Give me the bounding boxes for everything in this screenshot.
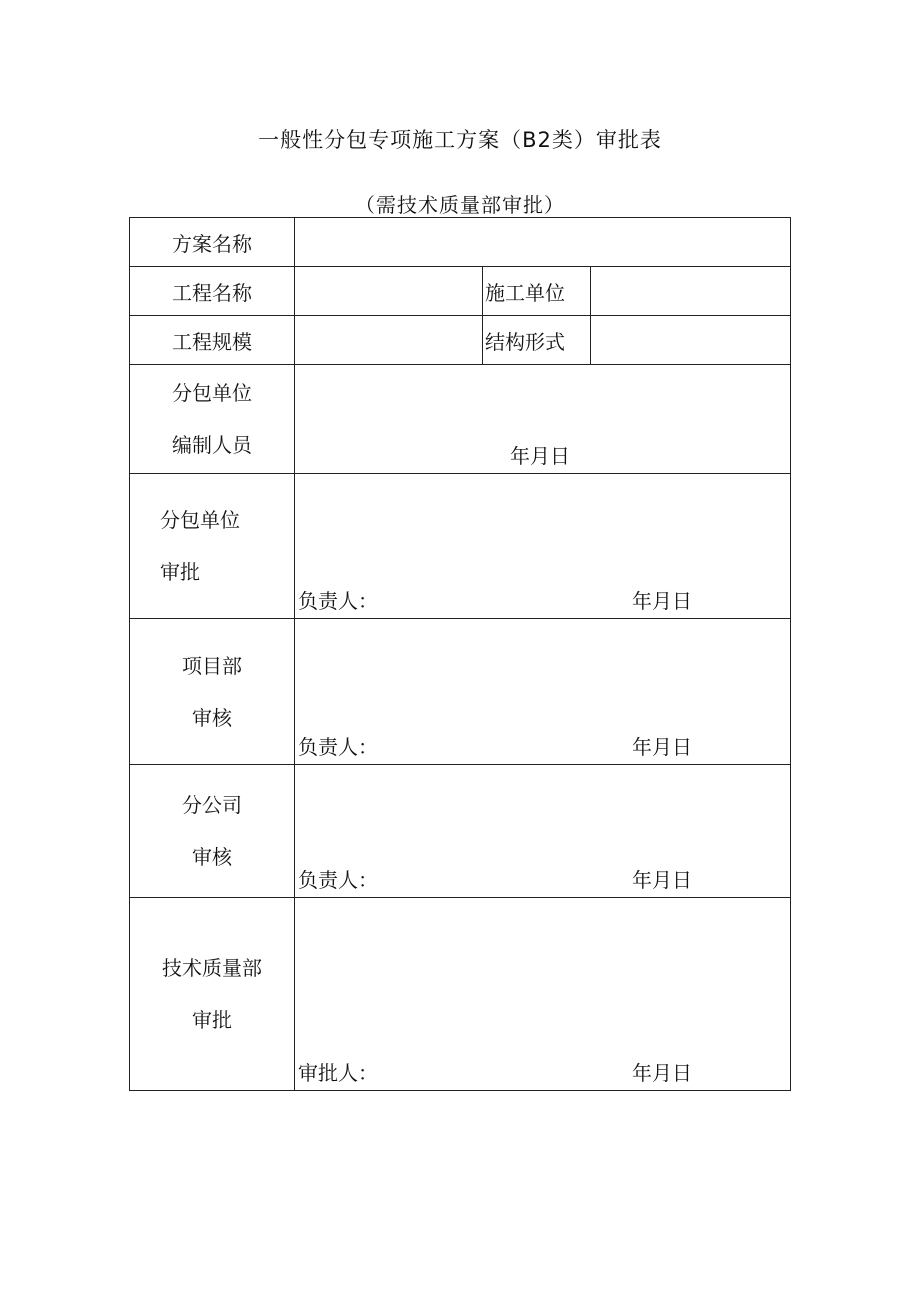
construction-unit-label: 施工单位 xyxy=(483,267,591,316)
project-name-row xyxy=(130,267,791,316)
subcontractor-approval-label-line1: 分包单位 xyxy=(160,508,240,532)
subcontractor-approval-label-line2: 审批 xyxy=(160,560,200,584)
tech-quality-approval-person-label: 审批人： xyxy=(298,1061,378,1085)
construction-unit-field[interactable] xyxy=(591,267,791,316)
project-scale-row xyxy=(130,316,791,365)
subcontractor-preparer-date-label: 年月日 xyxy=(510,444,570,468)
subcontractor-preparer-label xyxy=(130,365,295,474)
document-title: 一般性分包专项施工方案（B2类）审批表 xyxy=(258,128,662,152)
subcontractor-preparer-field[interactable] xyxy=(295,365,791,474)
project-scale-field[interactable] xyxy=(295,316,483,365)
project-dept-review-label-line1: 项目部 xyxy=(182,653,242,678)
subcontractor-preparer-label-line2: 编制人员 xyxy=(172,433,252,457)
plan-name-label: 方案名称 xyxy=(130,218,295,267)
approval-form-table xyxy=(129,217,791,1091)
tech-quality-approval-label xyxy=(130,898,295,1091)
tech-quality-approval-date-label: 年月日 xyxy=(632,1061,692,1085)
branch-company-review-label-line1: 分公司 xyxy=(182,793,242,817)
branch-company-review-person-label: 负责人： xyxy=(298,868,378,892)
plan-name-row xyxy=(130,218,791,267)
branch-company-review-signature-line xyxy=(298,869,790,893)
subcontractor-approval-date-label: 年月日 xyxy=(632,589,692,613)
structure-type-field[interactable] xyxy=(591,316,791,365)
project-dept-review-label-line2: 审核 xyxy=(192,705,232,730)
project-dept-review-date-label: 年月日 xyxy=(632,735,692,759)
subcontractor-approval-signature-line xyxy=(298,590,790,614)
project-scale-label: 工程规模 xyxy=(130,316,295,365)
project-name-label: 工程名称 xyxy=(130,267,295,316)
tech-quality-approval-label-line2: 审批 xyxy=(192,1008,232,1032)
structure-type-label: 结构形式 xyxy=(483,316,591,365)
tech-quality-approval-label-line1: 技术质量部 xyxy=(162,956,262,980)
tech-quality-approval-row xyxy=(130,898,791,1091)
branch-company-review-date-label: 年月日 xyxy=(632,868,692,892)
subcontractor-approval-person-label: 负责人： xyxy=(298,589,378,613)
project-dept-review-row xyxy=(130,619,791,765)
branch-company-review-row xyxy=(130,765,791,898)
subcontractor-preparer-row xyxy=(130,365,791,474)
tech-quality-approval-signature-line xyxy=(298,1062,790,1086)
document-subtitle: （需技术质量部审批） xyxy=(355,193,565,217)
branch-company-review-field[interactable] xyxy=(295,765,791,898)
subcontractor-approval-label xyxy=(130,474,295,619)
branch-company-review-label-line2: 审核 xyxy=(192,845,232,869)
project-dept-review-label xyxy=(130,619,295,765)
project-dept-review-field[interactable] xyxy=(295,619,791,765)
subcontractor-preparer-label-line1: 分包单位 xyxy=(172,381,252,405)
project-dept-review-signature-line xyxy=(298,736,790,760)
tech-quality-approval-field[interactable] xyxy=(295,898,791,1091)
branch-company-review-label xyxy=(130,765,295,898)
plan-name-field[interactable] xyxy=(295,218,791,267)
project-name-field[interactable] xyxy=(295,267,483,316)
subcontractor-approval-row xyxy=(130,474,791,619)
project-dept-review-person-label: 负责人： xyxy=(298,735,378,759)
subcontractor-approval-field[interactable] xyxy=(295,474,791,619)
